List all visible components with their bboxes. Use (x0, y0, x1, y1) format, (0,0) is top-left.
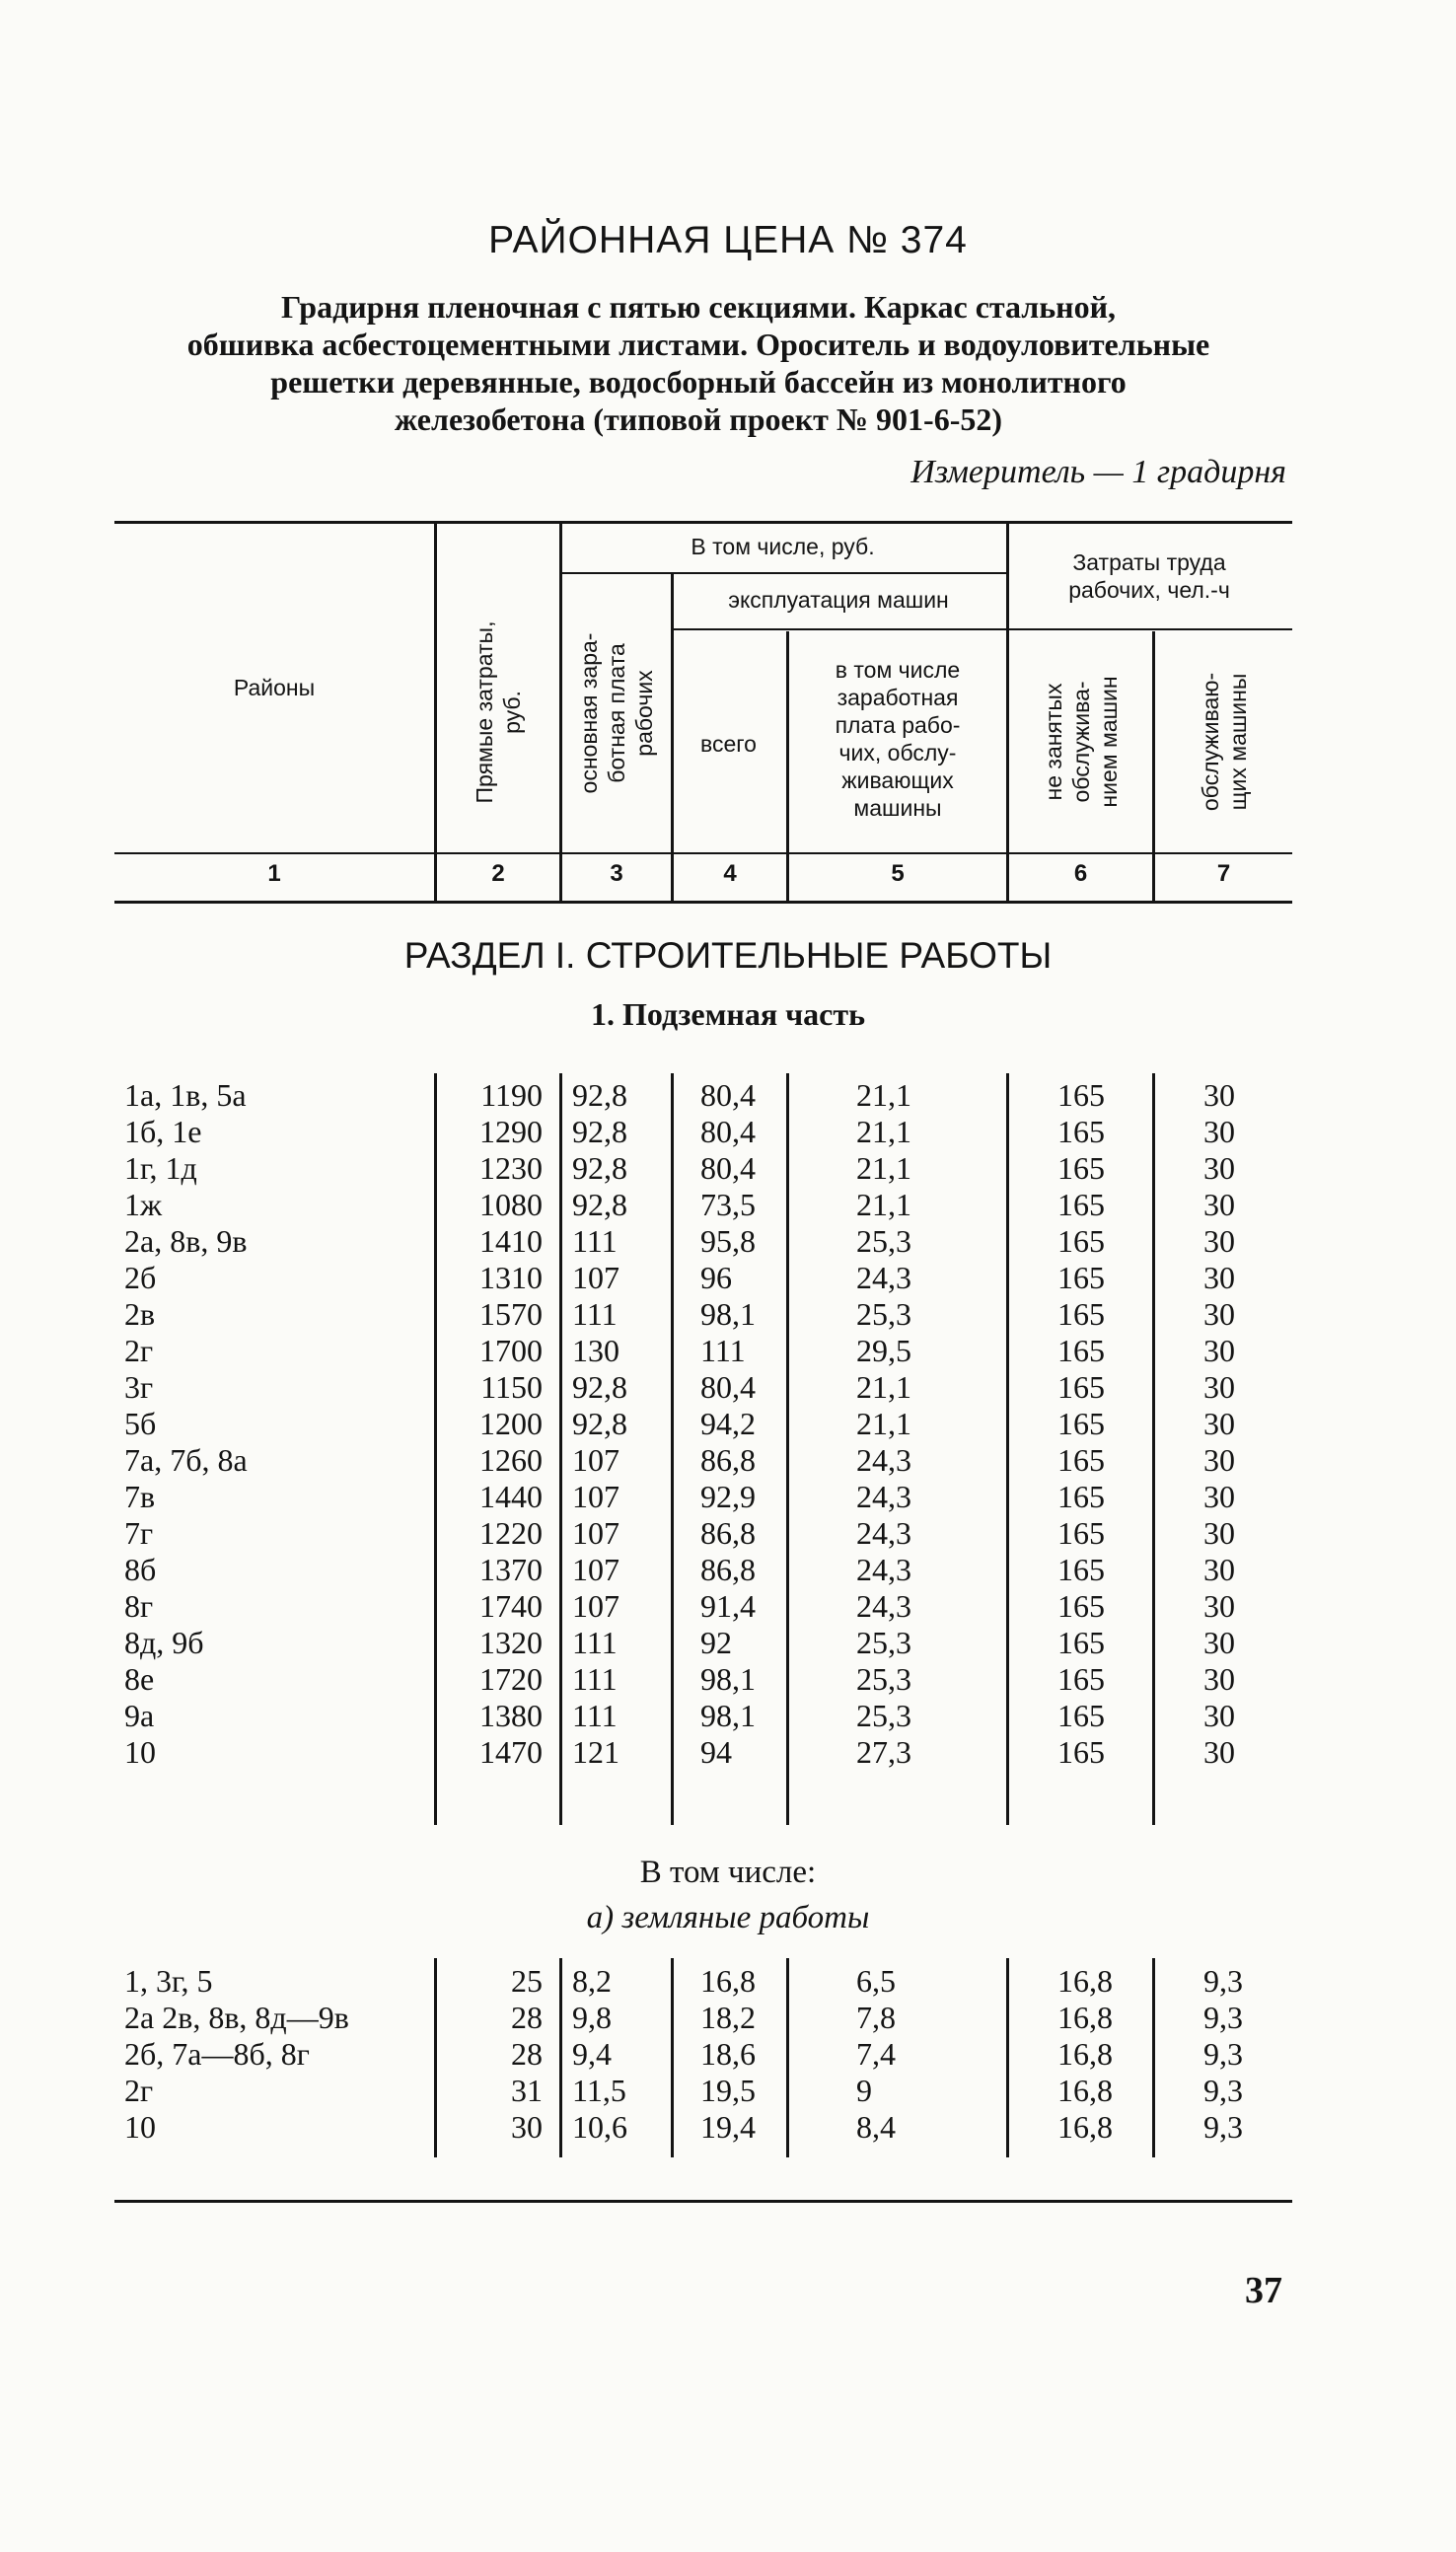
value-cell: 1470 (479, 1734, 543, 1770)
value-cell: 86,8 (700, 1442, 756, 1478)
value-cell: 107 (572, 1442, 619, 1478)
col-header-not-busy-cell (1009, 631, 1152, 852)
value-cell: 25,3 (856, 1296, 911, 1332)
column-number: 7 (1216, 860, 1231, 887)
region-cell: 2г (124, 1333, 154, 1368)
col-header-serving-cell (1155, 631, 1292, 852)
subsection-title: 1. Подземная часть (590, 996, 866, 1032)
value-cell: 165 (1057, 1661, 1105, 1697)
value-cell: 1720 (479, 1661, 543, 1697)
value-cell: 130 (572, 1333, 619, 1368)
column-number: 1 (267, 860, 281, 887)
value-cell: 30 (1203, 1698, 1235, 1733)
value-cell: 107 (572, 1515, 619, 1551)
value-cell: 30 (1203, 1260, 1235, 1295)
value-cell: 1080 (479, 1187, 543, 1222)
value-cell: 1200 (479, 1406, 543, 1441)
description-line: обшивка асбестоцементными листами. Ороситель и водоуловительные (186, 327, 1210, 362)
value-cell: 16,8 (1057, 2073, 1113, 2108)
value-cell: 30 (1203, 1625, 1235, 1660)
value-cell: 24,3 (856, 1442, 911, 1478)
value-cell: 18,6 (700, 2036, 756, 2072)
region-cell: 8б (124, 1552, 157, 1587)
value-cell: 165 (1057, 1406, 1105, 1441)
value-cell: 92,8 (572, 1187, 627, 1222)
value-cell: 9,3 (1203, 2109, 1243, 2145)
col-header-incl-rub: В том числе, руб. (691, 534, 875, 559)
value-cell: 28 (511, 2000, 543, 2035)
col-header-not-busy: не занятых обслужива- нием машин (1040, 676, 1122, 808)
table-row (0, 1369, 1456, 1406)
header-subrule (671, 628, 1006, 630)
value-cell: 9,3 (1203, 2036, 1243, 2072)
value-cell: 95,8 (700, 1223, 756, 1259)
value-cell: 30 (1203, 1114, 1235, 1149)
value-cell: 1570 (479, 1296, 543, 1332)
value-cell: 21,1 (856, 1369, 911, 1405)
value-cell: 9,8 (572, 2000, 612, 2035)
column-number: 6 (1073, 860, 1088, 887)
column-number: 5 (891, 860, 905, 887)
value-cell: 121 (572, 1734, 619, 1770)
page-number: 37 (1245, 2270, 1282, 2311)
table-row (0, 1588, 1456, 1625)
value-cell: 92 (700, 1625, 732, 1660)
value-cell: 24,3 (856, 1588, 911, 1624)
value-cell: 25,3 (856, 1625, 911, 1660)
region-cell: 10 (124, 2109, 156, 2145)
value-cell: 30 (1203, 1077, 1235, 1113)
region-cell: 8г (124, 1588, 154, 1624)
value-cell: 86,8 (700, 1515, 756, 1551)
value-cell: 24,3 (856, 1552, 911, 1587)
value-cell: 98,1 (700, 1296, 756, 1332)
col-header-base-wage-cell (562, 574, 671, 852)
region-cell: 2б, 7а—8б, 8г (124, 2036, 310, 2072)
value-cell: 92,8 (572, 1077, 627, 1113)
value-cell: 165 (1057, 1515, 1105, 1551)
value-cell: 10,6 (572, 2109, 627, 2145)
col-header-serving: обслуживаю- щих машины (1197, 672, 1251, 812)
value-cell: 16,8 (1057, 2000, 1113, 2035)
header-top-rule (114, 521, 1292, 524)
value-cell: 31 (511, 2073, 543, 2108)
value-cell: 1150 (480, 1369, 543, 1405)
value-cell: 9,4 (572, 2036, 612, 2072)
value-cell: 1740 (479, 1588, 543, 1624)
value-cell: 1380 (479, 1698, 543, 1733)
value-cell: 24,3 (856, 1479, 911, 1514)
value-cell: 30 (511, 2109, 543, 2145)
value-cell: 1700 (479, 1333, 543, 1368)
table-row (0, 1442, 1456, 1479)
value-cell: 165 (1057, 1698, 1105, 1733)
value-cell: 92,8 (572, 1369, 627, 1405)
table-row (0, 1734, 1456, 1771)
value-cell: 6,5 (856, 1963, 896, 1999)
value-cell: 165 (1057, 1077, 1105, 1113)
description-line: Градирня пленочная с пятью секциями. Каркас стальной, (280, 289, 1117, 325)
col-header-labor-costs: Затраты труда рабочих, чел.-ч (1068, 549, 1230, 603)
value-cell: 165 (1057, 1150, 1105, 1186)
value-cell: 111 (572, 1625, 618, 1660)
col-header-machine-operation: эксплуатация машин (728, 587, 949, 613)
value-cell: 165 (1057, 1552, 1105, 1587)
value-cell: 86,8 (700, 1552, 756, 1587)
region-cell: 9а (124, 1698, 155, 1733)
value-cell: 111 (572, 1698, 618, 1733)
description-line: железобетона (типовой проект № 901-6-52) (395, 401, 1002, 437)
table-row (0, 1187, 1456, 1223)
value-cell: 107 (572, 1479, 619, 1514)
value-cell: 1220 (479, 1515, 543, 1551)
region-cell: 2г (124, 2073, 154, 2108)
table-row (0, 2073, 1456, 2109)
value-cell: 165 (1057, 1369, 1105, 1405)
table-row (0, 1625, 1456, 1661)
table-end-rule (114, 2200, 1292, 2203)
value-cell: 165 (1057, 1588, 1105, 1624)
value-cell: 30 (1203, 1369, 1235, 1405)
value-cell: 94,2 (700, 1406, 756, 1441)
column-number: 3 (610, 860, 623, 887)
value-cell: 21,1 (856, 1150, 911, 1186)
value-cell: 16,8 (1057, 2109, 1113, 2145)
value-cell: 30 (1203, 1734, 1235, 1770)
region-cell: 7в (124, 1479, 156, 1514)
col-header-incl-wage: в том числе заработная плата рабо- чих, обслу- живающих машины (835, 657, 961, 821)
value-cell: 9,3 (1203, 2000, 1243, 2035)
header-subrule (1006, 628, 1292, 630)
value-cell: 91,4 (700, 1588, 756, 1624)
value-cell: 92,9 (700, 1479, 756, 1514)
region-cell: 1а, 1в, 5а (124, 1077, 247, 1113)
table-row (0, 1077, 1456, 1114)
value-cell: 30 (1203, 1406, 1235, 1441)
value-cell: 111 (572, 1296, 618, 1332)
value-cell: 1290 (479, 1114, 543, 1149)
column-number: 2 (491, 860, 505, 887)
region-cell: 8д, 9б (124, 1625, 204, 1660)
region-cell: 1б, 1е (124, 1114, 202, 1149)
value-cell: 73,5 (700, 1187, 756, 1222)
value-cell: 8,2 (572, 1963, 612, 1999)
value-cell: 1320 (479, 1625, 543, 1660)
table-row (0, 1333, 1456, 1369)
value-cell: 165 (1057, 1734, 1105, 1770)
value-cell: 29,5 (856, 1333, 911, 1368)
value-cell: 92,8 (572, 1150, 627, 1186)
description-line: решетки деревянные, водосборный бассейн из монолитного (270, 364, 1127, 400)
table-row (0, 1296, 1456, 1333)
value-cell: 16,8 (700, 1963, 756, 1999)
value-cell: 18,2 (700, 2000, 756, 2035)
price-description (99, 288, 1298, 438)
value-cell: 30 (1203, 1296, 1235, 1332)
page-title: РАЙОННАЯ ЦЕНА № 374 (488, 219, 968, 261)
value-cell: 16,8 (1057, 1963, 1113, 1999)
value-cell: 96 (700, 1260, 732, 1295)
value-cell: 98,1 (700, 1698, 756, 1733)
value-cell: 30 (1203, 1661, 1235, 1697)
region-cell: 5б (124, 1406, 157, 1441)
region-cell: 7г (124, 1515, 154, 1551)
value-cell: 98,1 (700, 1661, 756, 1697)
value-cell: 30 (1203, 1150, 1235, 1186)
value-cell: 1410 (479, 1223, 543, 1259)
region-cell: 7а, 7б, 8а (124, 1442, 248, 1478)
region-cell: 3г (124, 1369, 154, 1405)
value-cell: 30 (1203, 1442, 1235, 1478)
region-cell: 1, 3г, 5 (124, 1963, 213, 1999)
table-row (0, 1661, 1456, 1698)
region-cell: 1ж (124, 1187, 163, 1222)
value-cell: 165 (1057, 1114, 1105, 1149)
value-cell: 165 (1057, 1260, 1105, 1295)
value-cell: 30 (1203, 1333, 1235, 1368)
col-header-regions: Районы (233, 675, 316, 700)
value-cell: 25,3 (856, 1223, 911, 1259)
table-row (0, 1698, 1456, 1734)
region-cell: 10 (124, 1734, 156, 1770)
value-cell: 30 (1203, 1479, 1235, 1514)
column-number: 4 (723, 860, 737, 887)
value-cell: 7,4 (856, 2036, 896, 2072)
value-cell: 21,1 (856, 1406, 911, 1441)
section-title: РАЗДЕЛ I. СТРОИТЕЛЬНЫЕ РАБОТЫ (403, 935, 1053, 976)
value-cell: 1190 (480, 1077, 543, 1113)
value-cell: 80,4 (700, 1150, 756, 1186)
value-cell: 165 (1057, 1333, 1105, 1368)
value-cell: 107 (572, 1588, 619, 1624)
value-cell: 94 (700, 1734, 732, 1770)
value-cell: 1230 (479, 1150, 543, 1186)
value-cell: 19,5 (700, 2073, 756, 2108)
table-row (0, 1963, 1456, 2000)
including-heading: В том числе: (639, 1855, 817, 1890)
value-cell: 111 (700, 1333, 746, 1368)
table-row (0, 1150, 1456, 1187)
value-cell: 21,1 (856, 1077, 911, 1113)
value-cell: 30 (1203, 1187, 1235, 1222)
region-cell: 8е (124, 1661, 155, 1697)
value-cell: 80,4 (700, 1114, 756, 1149)
value-cell: 92,8 (572, 1114, 627, 1149)
col-header-direct-costs-cell (437, 572, 559, 852)
value-cell: 165 (1057, 1296, 1105, 1332)
value-cell: 80,4 (700, 1077, 756, 1113)
region-cell: 1г, 1д (124, 1150, 197, 1186)
value-cell: 107 (572, 1260, 619, 1295)
table-row (0, 2109, 1456, 2146)
value-cell: 16,8 (1057, 2036, 1113, 2072)
value-cell: 8,4 (856, 2109, 896, 2145)
value-cell: 30 (1203, 1223, 1235, 1259)
value-cell: 27,3 (856, 1734, 911, 1770)
value-cell: 1440 (479, 1479, 543, 1514)
table-row (0, 2000, 1456, 2036)
value-cell: 11,5 (572, 2073, 626, 2108)
value-cell: 30 (1203, 1588, 1235, 1624)
region-cell: 2в (124, 1296, 156, 1332)
value-cell: 28 (511, 2036, 543, 2072)
value-cell: 21,1 (856, 1114, 911, 1149)
value-cell: 9,3 (1203, 1963, 1243, 1999)
value-cell: 1310 (479, 1260, 543, 1295)
region-cell: 2а, 8в, 9в (124, 1223, 248, 1259)
col-header-direct-costs: Прямые затраты, руб. (472, 620, 525, 804)
col-header-base-wage: основная зара- ботная плата рабочих (576, 632, 657, 794)
value-cell: 1370 (479, 1552, 543, 1587)
value-cell: 165 (1057, 1479, 1105, 1514)
value-cell: 21,1 (856, 1187, 911, 1222)
table-row (0, 2036, 1456, 2073)
value-cell: 80,4 (700, 1369, 756, 1405)
value-cell: 1260 (479, 1442, 543, 1478)
table-row (0, 1223, 1456, 1260)
table-row (0, 1552, 1456, 1588)
table-row (0, 1406, 1456, 1442)
region-cell: 2а 2в, 8в, 8д—9в (124, 2000, 349, 2035)
value-cell: 165 (1057, 1625, 1105, 1660)
value-cell: 165 (1057, 1442, 1105, 1478)
colnum-bottom-rule (114, 901, 1292, 904)
value-cell: 92,8 (572, 1406, 627, 1441)
region-cell: 2б (124, 1260, 157, 1295)
table-row (0, 1260, 1456, 1296)
value-cell: 30 (1203, 1552, 1235, 1587)
value-cell: 7,8 (856, 2000, 896, 2035)
value-cell: 24,3 (856, 1260, 911, 1295)
value-cell: 24,3 (856, 1515, 911, 1551)
col-header-total: всего (700, 731, 757, 757)
table-row (0, 1515, 1456, 1552)
value-cell: 25,3 (856, 1698, 911, 1733)
value-cell: 111 (572, 1661, 618, 1697)
value-cell: 25 (511, 1963, 543, 1999)
value-cell: 30 (1203, 1515, 1235, 1551)
value-cell: 9 (856, 2073, 872, 2108)
value-cell: 9,3 (1203, 2073, 1243, 2108)
value-cell: 165 (1057, 1223, 1105, 1259)
table-row (0, 1479, 1456, 1515)
value-cell: 111 (572, 1223, 618, 1259)
value-cell: 25,3 (856, 1661, 911, 1697)
value-cell: 165 (1057, 1187, 1105, 1222)
earthworks-heading: а) земляные работы (586, 1900, 870, 1935)
header-bottom-rule (114, 852, 1292, 854)
table-row (0, 1114, 1456, 1150)
value-cell: 107 (572, 1552, 619, 1587)
value-cell: 19,4 (700, 2109, 756, 2145)
measurement-unit: Измеритель — 1 градирня (910, 454, 1286, 490)
